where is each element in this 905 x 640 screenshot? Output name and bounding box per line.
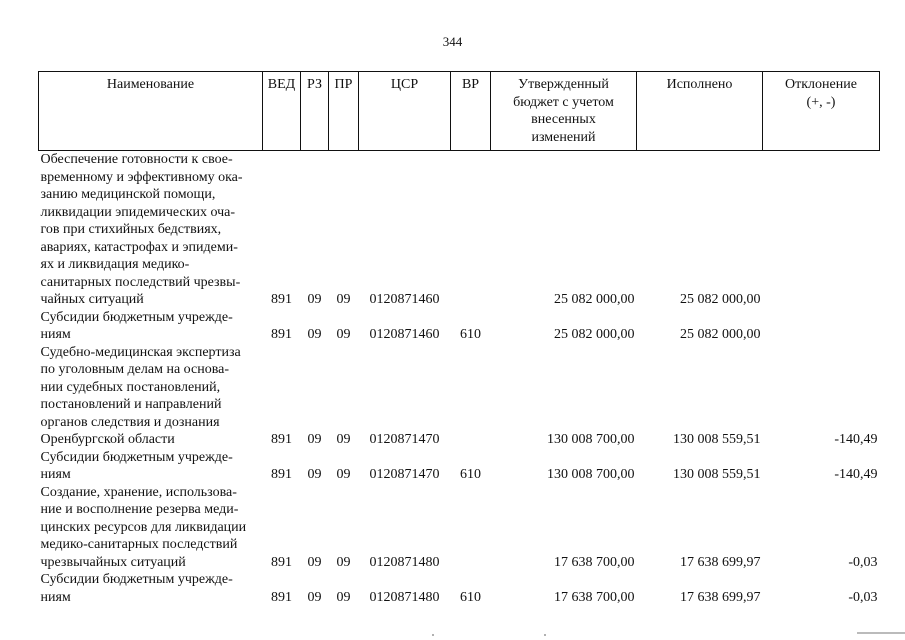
cell-ved: 891 (271, 467, 292, 482)
cell-ved: 891 (271, 327, 292, 342)
cell-csr: 0120871460 (369, 327, 440, 342)
cell-pr: 09 (336, 467, 351, 482)
cell-executed: 25 082 000,00 (680, 327, 761, 342)
cell-ved: 891 (271, 292, 292, 307)
cell-deviation: -0,03 (848, 589, 878, 605)
cell-executed: 17 638 699,97 (680, 589, 761, 605)
header-approved: Утвержденный бюджет с учетом внесенных изменений (491, 72, 637, 151)
table-header-row (39, 72, 880, 151)
cell-executed: 17 638 699,97 (680, 554, 761, 570)
row-name: Субсидии бюджетным учрежде- ниям (40, 449, 233, 482)
cell-csr: 0120871470 (369, 432, 440, 447)
table-row (39, 151, 880, 309)
cell-executed: 130 008 559,51 (673, 467, 761, 482)
table-body (39, 151, 880, 607)
cell-rz: 09 (307, 554, 322, 570)
cell-approved: 17 638 700,00 (554, 554, 635, 570)
cell-approved: 130 008 700,00 (547, 432, 635, 447)
cell-executed: 25 082 000,00 (680, 292, 761, 307)
row-name: Судебно-медицинская экспертиза по уголовным делам на основа- нии судебных постановлений, постановлений и направлений органов следствия и дознания Оренбургской области (40, 344, 241, 447)
header-executed: Исполнено (637, 72, 763, 151)
cell-pr: 09 (336, 292, 351, 307)
header-csr: ЦСР (359, 72, 451, 151)
header-vr: ВР (451, 72, 491, 151)
cell-pr: 09 (336, 589, 351, 605)
cell-deviation: -140,49 (834, 467, 878, 482)
cell-rz: 09 (307, 432, 322, 447)
cell-rz: 09 (307, 467, 322, 482)
cell-csr: 0120871470 (369, 467, 440, 482)
header-name: Наименование (39, 72, 263, 151)
cell-approved: 130 008 700,00 (547, 467, 635, 482)
scan-edge-mark (857, 632, 905, 634)
cell-vr (451, 151, 491, 309)
table-row (39, 344, 880, 449)
cell-executed: 130 008 559,51 (673, 432, 761, 447)
cell-pr: 09 (336, 432, 351, 447)
cell-ved: 891 (271, 554, 292, 570)
cell-deviation: -0,03 (848, 554, 878, 570)
header-rz: РЗ (301, 72, 329, 151)
table-row (39, 571, 880, 606)
row-name: Обеспечение готовности к свое- временному и эффективному ока- занию медицинской помощи, ликвидации эпидемических оча- гов при стихийных бедствиях, авариях, катастрофах и эпидеми- ях и ликвидация медико- санитарных последствий чрезвы- чайных ситуаций (40, 152, 243, 307)
cell-vr: 610 (460, 327, 481, 342)
header-ved: ВЕД (263, 72, 301, 151)
table-row (39, 309, 880, 344)
table-row (39, 484, 880, 572)
row-name: Субсидии бюджетным учрежде- ниям (40, 309, 233, 342)
cell-ved: 891 (271, 432, 292, 447)
cell-approved: 25 082 000,00 (554, 292, 635, 307)
row-name: Субсидии бюджетным учрежде- ниям (40, 572, 233, 605)
header-deviation: Отклонение (+, -) (763, 72, 880, 151)
cell-pr: 09 (336, 327, 351, 342)
cell-rz: 09 (307, 589, 322, 605)
budget-table (38, 71, 880, 606)
cell-deviation (763, 151, 880, 309)
scan-speck (544, 634, 546, 636)
cell-vr: 610 (460, 589, 481, 605)
cell-pr: 09 (336, 554, 351, 570)
scan-speck (432, 634, 434, 636)
cell-csr: 0120871480 (369, 589, 440, 605)
cell-vr (451, 484, 491, 572)
cell-vr: 610 (460, 467, 481, 482)
cell-approved: 17 638 700,00 (554, 589, 635, 605)
table-row (39, 449, 880, 484)
page-number: 344 (442, 34, 463, 49)
row-name: Создание, хранение, использова- ние и восполнение резерва меди- цинских ресурсов для ликвидации медико-санитарных последствий чрезвычайных ситуаций (40, 484, 247, 570)
cell-vr (451, 344, 491, 449)
cell-rz: 09 (307, 327, 322, 342)
cell-rz: 09 (307, 292, 322, 307)
cell-deviation (763, 309, 880, 344)
cell-deviation: -140,49 (834, 432, 878, 447)
cell-ved: 891 (271, 589, 292, 605)
header-pr: ПР (329, 72, 359, 151)
cell-approved: 25 082 000,00 (554, 327, 635, 342)
cell-csr: 0120871460 (369, 292, 440, 307)
cell-csr: 0120871480 (369, 554, 440, 570)
